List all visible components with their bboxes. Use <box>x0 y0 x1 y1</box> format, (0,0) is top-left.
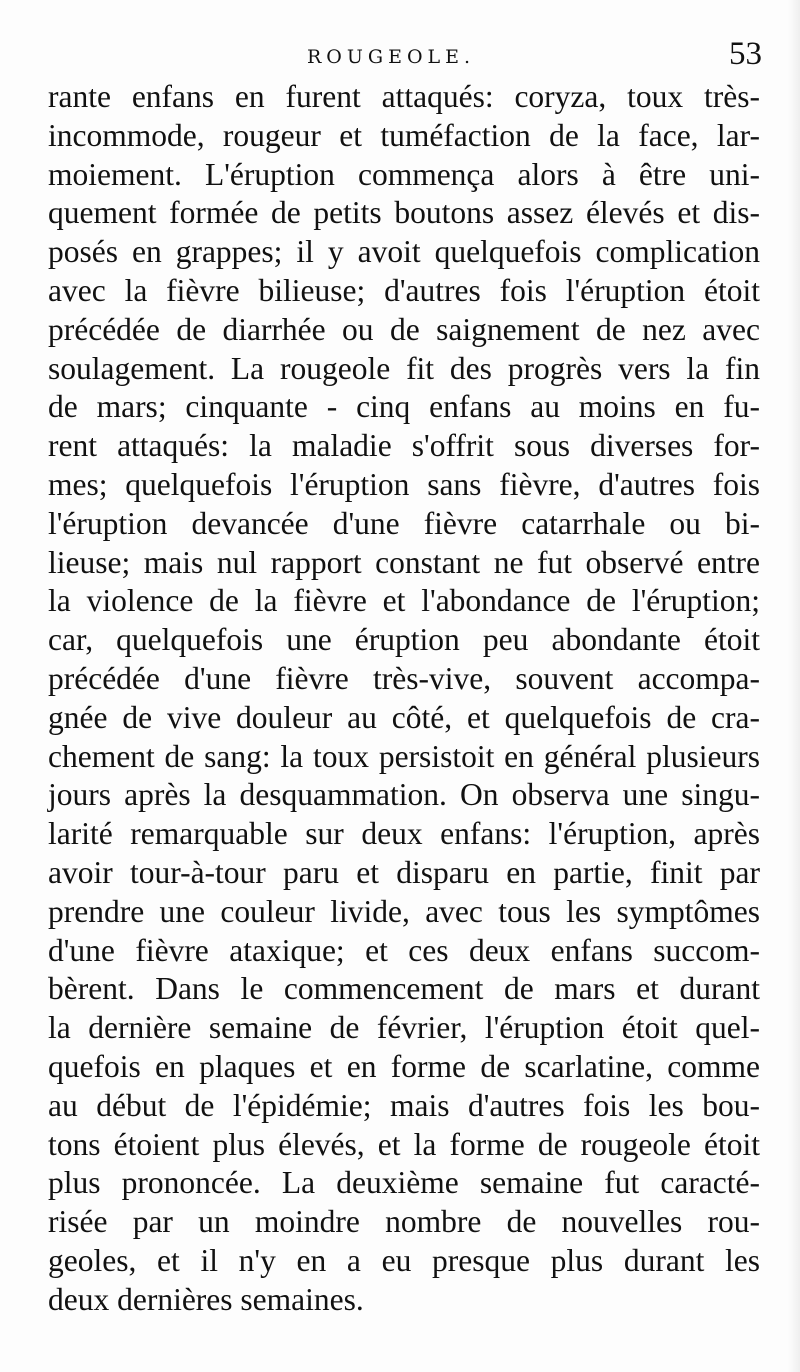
text-line: bèrent. Dans le commencement de mars et durant <box>48 971 760 1007</box>
text-line: lieuse; mais nul rapport constant ne fut observé entre <box>48 544 760 580</box>
text-line-last: deux dernières semaines. <box>48 1281 364 1317</box>
text-line: rante enfans en furent attaqués: coryza, toux très- <box>48 79 760 114</box>
text-line: d'une fièvre ataxique; et ces deux enfans succom- <box>48 932 760 968</box>
text-line: mes; quelquefois l'éruption sans fièvre, d'autres fois <box>48 466 760 502</box>
text-line: prendre une couleur livide, avec tous les symptômes <box>48 893 760 929</box>
text-line: posés en grappes; il y avoit quelquefois complication <box>48 234 760 270</box>
text-line: quefois en plaques et en forme de scarlatine, comme <box>48 1048 760 1084</box>
text-line: gnée de vive douleur au côté, et quelquefois de cra- <box>48 699 760 735</box>
text-line: larité remarquable sur deux enfans: l'éruption, après <box>48 816 760 852</box>
text-line: précédée d'une fièvre très-vive, souvent accompa- <box>48 660 760 696</box>
text-line: avec la fièvre bilieuse; d'autres fois l'éruption étoit <box>48 272 760 308</box>
text-line: rent attaqués: la maladie s'offrit sous diverses for- <box>48 428 760 464</box>
text-line: chement de sang: la toux persistoit en général plusieurs <box>48 738 760 774</box>
text-line: au début de l'épidémie; mais d'autres fois les bou- <box>48 1087 760 1123</box>
page-edge-shadow <box>788 0 800 1372</box>
page-header <box>0 38 800 78</box>
text-line: avoir tour-à-tour paru et disparu en partie, finit par <box>48 854 760 890</box>
page-number: 53 <box>729 36 762 72</box>
body-text <box>48 78 760 1320</box>
text-line: soulagement. La rougeole fit des progrès vers la fin <box>48 350 760 386</box>
text-line: tons étoient plus élevés, et la forme de rougeole étoit <box>48 1126 760 1162</box>
text-line: jours après la desquammation. On observa une singu- <box>48 777 760 813</box>
text-line: l'éruption devancée d'une fièvre catarrhale ou bi- <box>48 505 760 541</box>
text-line: plus prononcée. La deuxième semaine fut caracté- <box>48 1165 760 1201</box>
text-line: la dernière semaine de février, l'éruption étoit quel- <box>48 1010 760 1046</box>
text-line: geoles, et il n'y en a eu presque plus durant les <box>48 1242 760 1278</box>
text-line: car, quelquefois une éruption peu abondante étoit <box>48 622 760 658</box>
running-head: ROUGEOLE. <box>307 46 476 68</box>
text-line: incommode, rougeur et tuméfaction de la face, lar- <box>48 117 760 153</box>
text-line: de mars; cinquante - cinq enfans au moins en fu- <box>48 389 760 425</box>
text-line: la violence de la fièvre et l'abondance de l'éruption; <box>48 583 760 619</box>
text-line: précédée de diarrhée ou de saignement de nez avec <box>48 311 760 347</box>
text-line: risée par un moindre nombre de nouvelles rou- <box>48 1204 760 1240</box>
text-line: moiement. L'éruption commença alors à être uni- <box>48 156 760 192</box>
text-line: quement formée de petits boutons assez élevés et dis- <box>48 195 760 231</box>
